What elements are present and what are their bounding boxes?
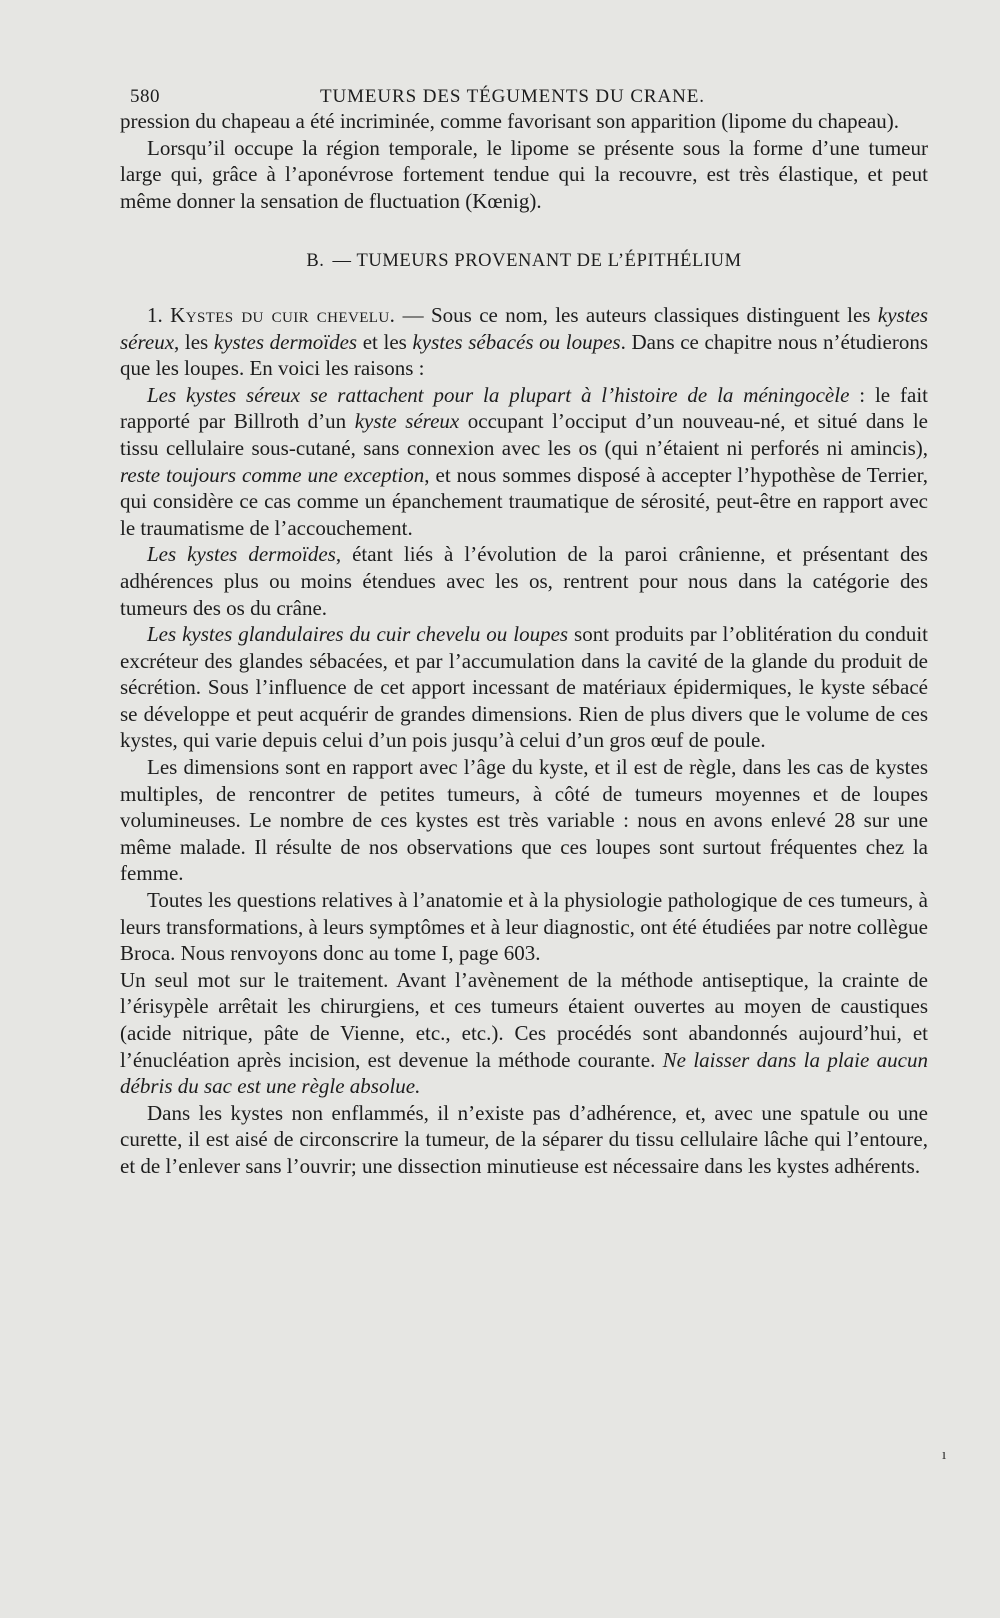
italic-text: kystes dermoïdes bbox=[213, 329, 358, 354]
text-run: : le fait rapporté par Billroth d’un bbox=[120, 382, 928, 434]
section-letter: B. bbox=[306, 251, 325, 272]
paragraph bbox=[120, 967, 928, 1100]
paragraph bbox=[120, 541, 928, 621]
text-run: 1. bbox=[147, 302, 171, 327]
text-run: occupant l’occiput d’un nouveau-né, et situé dans le tissu cellulaire sous-cutané, sans connexion avec les os (qui n’étaient ni perforés ni amincis), bbox=[120, 409, 929, 460]
body-text bbox=[120, 108, 928, 1180]
text-run: Dans les kystes non enflammés, il n’existe pas d’adhérence, et, avec une spatule ou une curette, il est aisé de circonscrire la tumeur, de la séparer du tissu cellulaire lâche qui l’entoure, et de l’enlever sans l’ouvrir; une dissection minutieuse est nécessaire dans les kystes adhérents. bbox=[120, 1100, 928, 1178]
section-title: — TUMEURS PROVENANT DE L’ÉPITHÉLIUM bbox=[332, 251, 742, 272]
small-caps-heading: Kystes du cuir chevelu. bbox=[170, 302, 396, 327]
paragraph bbox=[120, 108, 928, 135]
text-run: Lorsqu’il occupe la région temporale, le lipome se présente sous la forme d’une tumeur large qui, grâce à l’aponévrose fortement tendue qui la recouvre, est très élastique, et peut même donner la sensation de fluctuation (Kœnig). bbox=[120, 135, 928, 213]
text-run: Un seul mot sur le traitement. Avant l’avènement de la méthode antiseptique, la crainte de l’érisypèle arrêtait les chirurgiens, et ces tumeurs étaient ouvertes au moyen de caustiques (acide nitrique, pâte de Vienne, etc., etc.). Ces procédés sont abandonnés aujourd’hui, et l’énucléation après incision, est devenue la méthode courante. bbox=[120, 967, 928, 1072]
section-heading bbox=[120, 248, 928, 275]
intro-paragraphs bbox=[120, 108, 928, 214]
text-run: , les bbox=[174, 329, 214, 354]
italic-text: kyste séreux bbox=[354, 409, 460, 434]
italic-text: kystes séreux bbox=[120, 302, 929, 354]
running-title: TUMEURS DES TÉGUMENTS DU CRANE. bbox=[320, 86, 705, 107]
text-run: Toutes les questions relatives à l’anatomie et à la physiologie pathologique de ces tumeurs, à leurs transformations, à leurs symptômes et à leur diagnostic, ont été étudiées par notre collègue Broca. Nous renvoyons donc au tome I, page 603. bbox=[120, 888, 928, 966]
page-header bbox=[120, 78, 928, 108]
paragraph bbox=[120, 382, 928, 542]
paragraph bbox=[120, 621, 928, 754]
page-number: 580 bbox=[130, 86, 160, 107]
text-run: , étant liés à l’évolution de la paroi crânienne, et présentant des adhérences plus ou moins étendues avec les os, rentrent pour nous dans la catégorie des tumeurs des os du crâne. bbox=[120, 542, 928, 620]
paragraph bbox=[120, 1100, 928, 1180]
text-run: pression du chapeau a été incriminée, comme favorisant son apparition (lipome du chapeau). bbox=[120, 109, 900, 133]
paragraph bbox=[120, 302, 928, 382]
paragraph bbox=[120, 754, 928, 887]
text-run: sont produits par l’oblitération du conduit excréteur des glandes sébacées, et par l’accumulation dans la cavité de la glande du produit de sécrétion. Sous l’influence de cet apport incessant de matériaux épidermiques, le kyste sébacé se développe et peut acquérir de grandes dimensions. Rien de plus divers que le volume de ces kystes, qui varie depuis celui d’un pois jusqu’à celui d’un gros œuf de poule. bbox=[120, 622, 929, 753]
text-run: et les bbox=[357, 329, 413, 354]
italic-text: Les kystes séreux se rattachent pour la plupart à l’histoire de la méningocèle bbox=[147, 382, 850, 407]
italic-text: Les kystes dermoïdes bbox=[147, 542, 336, 567]
italic-text: Ne laisser dans la plaie aucun débris du sac est une règle absolue. bbox=[120, 1047, 928, 1099]
text-run: , et nous sommes disposé à accepter l’hypothèse de Terrier, qui considère ce cas comme un épanchement traumatique de sérosité, peut-être en rapport avec le traumatisme de l’accouchement. bbox=[120, 462, 928, 540]
text-run: . Dans ce chapitre nous n’étudierons que les loupes. En voici les raisons : bbox=[120, 329, 929, 381]
section-paragraphs bbox=[120, 302, 928, 1180]
text-run: Les dimensions sont en rapport avec l’âge du kyste, et il est de règle, dans les cas de kystes multiples, de rencontrer de petites tumeurs, à côté de tumeurs moyennes et de loupes volumineuses. Le nombre de ces kystes est très variable : nous en avons enlevé 28 sur une même malade. Il résulte de nos observations que ces loupes sont surtout fréquentes chez la femme. bbox=[120, 755, 928, 886]
stray-mark: ı bbox=[942, 1447, 947, 1463]
italic-text: kystes sébacés ou loupes bbox=[412, 329, 621, 354]
paragraph bbox=[120, 135, 928, 215]
text-run: — Sous ce nom, les auteurs classiques distinguent les bbox=[395, 302, 878, 327]
paragraph bbox=[120, 887, 928, 967]
italic-text: reste toujours comme une exception bbox=[120, 462, 425, 487]
italic-text: Les kystes glandulaires du cuir chevelu ou loupes bbox=[147, 622, 569, 647]
